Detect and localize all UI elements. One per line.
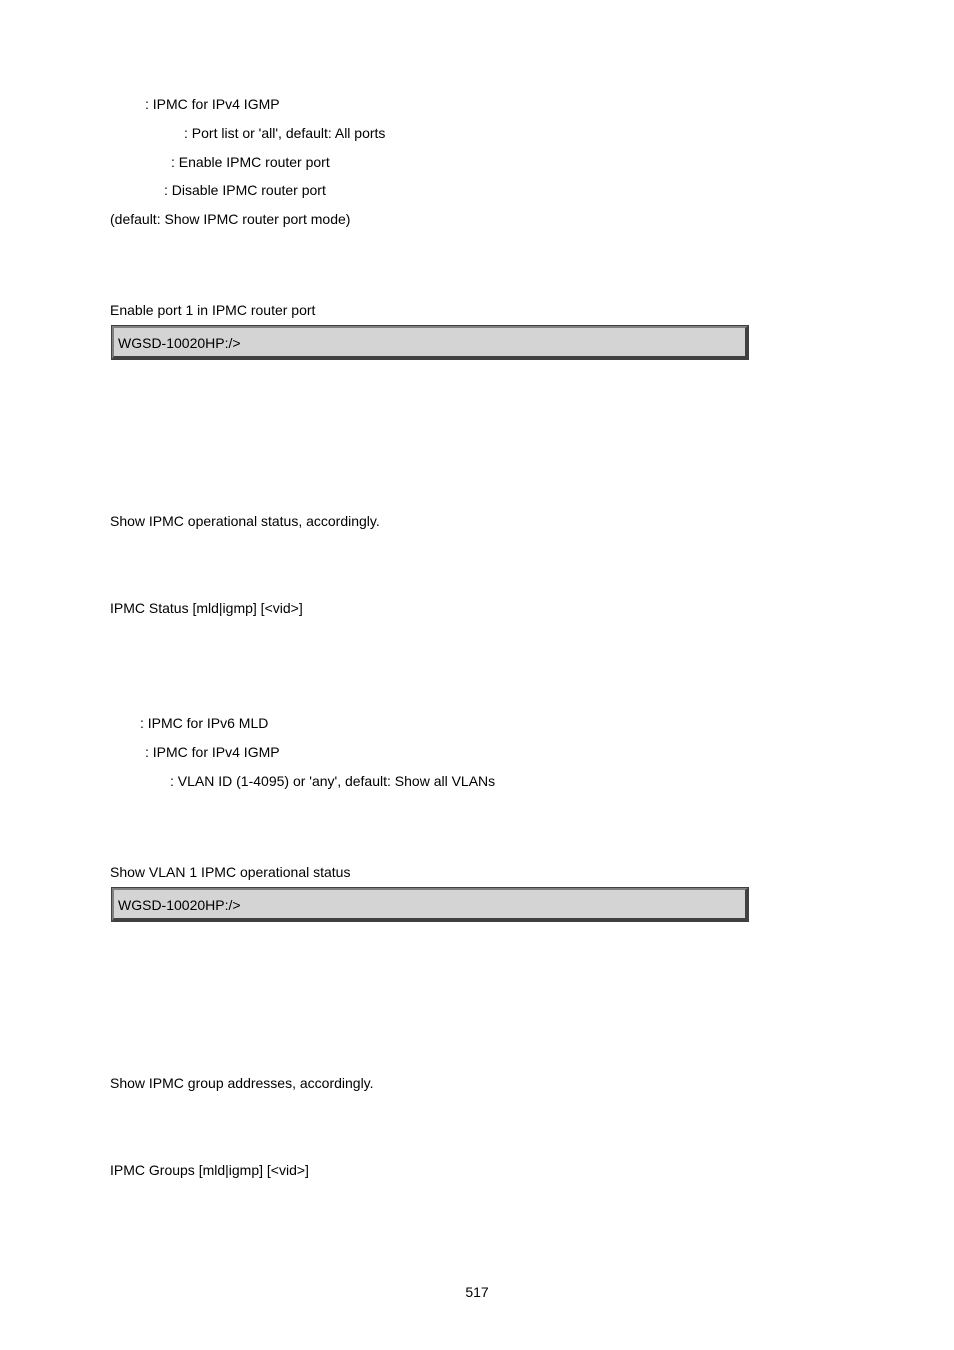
command-prompt: WGSD-10020HP:/>	[118, 335, 241, 351]
param-enable-desc: : Enable IPMC router port	[171, 154, 330, 170]
command-example-box	[112, 888, 748, 921]
example-caption-status: Show VLAN 1 IPMC operational status	[110, 864, 351, 880]
param-port-list-desc: : Port list or 'all', default: All ports	[184, 125, 386, 141]
param-igmp-desc: : IPMC for IPv4 IGMP	[145, 96, 280, 112]
param-disable-desc: : Disable IPMC router port	[164, 182, 326, 198]
command-prompt: WGSD-10020HP:/>	[118, 897, 241, 913]
page-number: 517	[465, 1284, 489, 1300]
param-mld-desc: : IPMC for IPv6 MLD	[140, 715, 269, 731]
example-caption-router-port: Enable port 1 in IPMC router port	[110, 302, 316, 318]
groups-description: Show IPMC group addresses, accordingly.	[110, 1075, 374, 1091]
command-example-box	[112, 326, 748, 359]
param-default-note: (default: Show IPMC router port mode)	[110, 211, 351, 227]
param-vid-desc: : VLAN ID (1-4095) or 'any', default: Show all VLANs	[170, 773, 496, 789]
param-igmp-desc: : IPMC for IPv4 IGMP	[145, 744, 280, 760]
groups-syntax: IPMC Groups [mld|igmp] [<vid>]	[110, 1162, 309, 1178]
status-description: Show IPMC operational status, accordingly.	[110, 513, 380, 529]
status-syntax: IPMC Status [mld|igmp] [<vid>]	[110, 600, 303, 616]
